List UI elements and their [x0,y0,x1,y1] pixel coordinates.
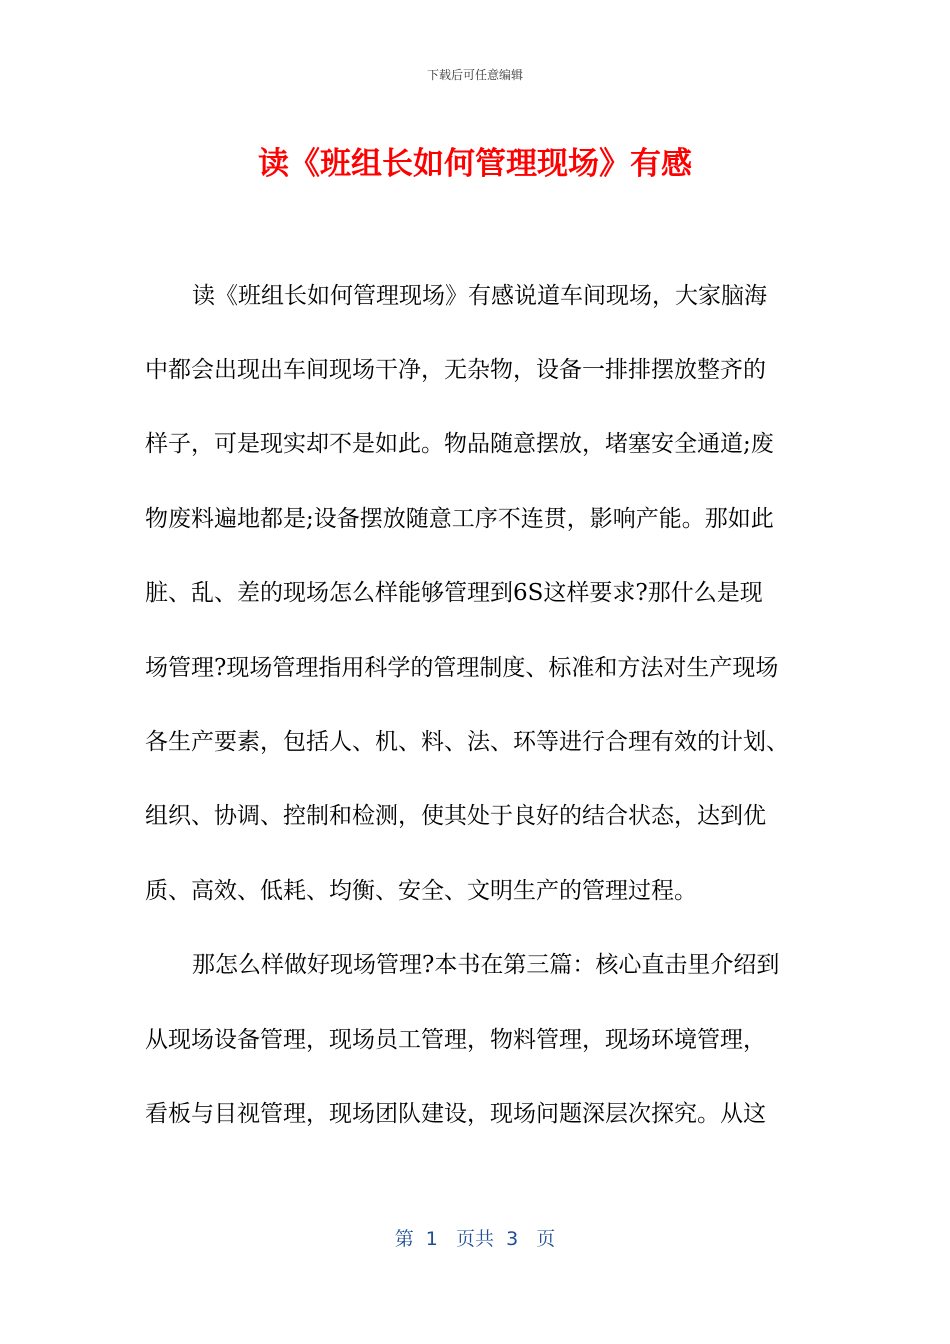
body-line: 从现场设备管理，现场员工管理，物料管理，现场环境管理， [145,1027,766,1053]
body-line: 物废料遍地都是;设备摆放随意工序不连贯，影响产能。那如此 [145,506,774,532]
header-note: 下载后可任意编辑 [426,68,523,82]
body-line: 中都会出现出车间现场干净，无杂物，设备一排排摆放整齐的 [145,357,766,383]
body-line: 场管理?现场管理指用科学的管理制度、标准和方法对生产现场 [145,655,779,681]
body-line: 读《班组长如何管理现场》有感说道车间现场，大家脑海 [192,283,767,309]
body-line: 那怎么样做好现场管理?本书在第三篇：核心直击里介绍到 [192,952,780,978]
body-line: 脏、乱、差的现场怎么样能够管理到6S这样要求?那什么是现 [145,580,763,606]
body-line: 各生产要素，包括人、机、料、法、环等进行合理有效的计划、 [145,729,789,755]
body-line: 质、高效、低耗、均衡、安全、文明生产的管理过程。 [145,878,697,904]
body-line: 看板与目视管理，现场团队建设，现场问题深层次探究。从这 [145,1101,766,1127]
body-line: 组织、协调、控制和检测，使其处于良好的结合状态，达到优 [145,803,766,829]
page-number-footer: 第 1 页共 3 页 [394,1228,556,1250]
document-title: 读《班组长如何管理现场》有感 [258,146,692,182]
body-line: 样子，可是现实却不是如此。物品随意摆放，堵塞安全通道;废 [145,431,774,457]
